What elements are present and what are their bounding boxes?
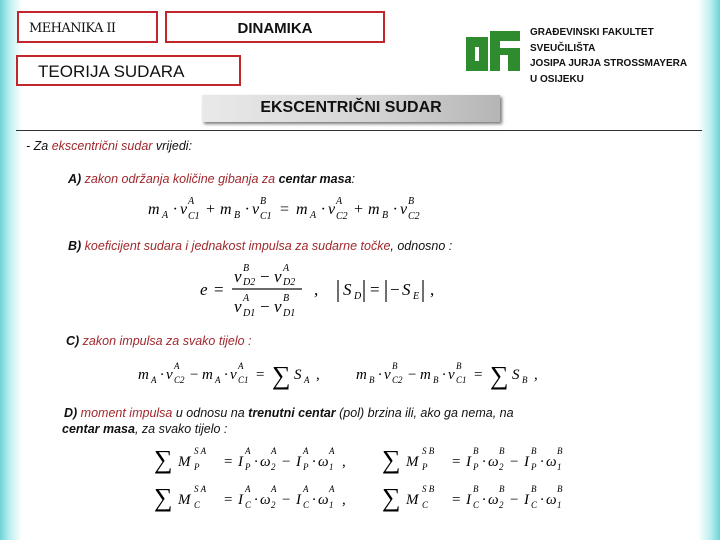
svg-text:I: I (524, 492, 529, 508)
svg-text:D: D (354, 291, 362, 302)
svg-text:v: v (384, 367, 391, 383)
svg-text:1: 1 (329, 462, 334, 472)
svg-text:·: · (482, 454, 486, 470)
svg-text:e: e (200, 280, 208, 299)
institution-line: GRAĐEVINSKI FAKULTET (530, 27, 654, 38)
item-a: A) zakon održanja količine gibanja za centar masa: (68, 172, 356, 186)
svg-text:∑: ∑ (154, 445, 173, 474)
svg-text:1: 1 (329, 500, 334, 510)
equation-restitution (198, 258, 458, 322)
svg-text:A: A (243, 293, 250, 304)
svg-text:·: · (312, 454, 316, 470)
svg-text:∑: ∑ (382, 445, 401, 474)
svg-text:P: P (303, 462, 309, 472)
svg-text:D2: D2 (243, 277, 256, 288)
svg-text:v: v (400, 201, 408, 218)
svg-text:−: − (260, 267, 270, 286)
course-label: MEHANIKA II (29, 21, 116, 36)
svg-text:P: P (531, 462, 537, 472)
svg-text:v: v (230, 367, 237, 383)
svg-text:m: m (148, 201, 160, 218)
svg-text:=: = (452, 492, 461, 508)
svg-text:P: P (422, 462, 428, 472)
svg-text:2: 2 (499, 462, 504, 472)
svg-text:P: P (194, 462, 200, 472)
slide-title-banner (202, 95, 500, 122)
svg-text:A: A (303, 446, 309, 456)
svg-text:∑: ∑ (382, 483, 401, 512)
svg-text:B: B (531, 446, 537, 456)
svg-text:S: S (402, 280, 411, 299)
svg-text:·: · (378, 367, 382, 383)
svg-text:v: v (180, 201, 188, 218)
svg-text:=: = (474, 367, 483, 383)
svg-text:B: B (473, 484, 479, 494)
svg-text:−: − (260, 297, 270, 316)
svg-text:M: M (406, 492, 419, 508)
svg-text:,: , (430, 280, 435, 299)
svg-text:A: A (245, 446, 251, 456)
svg-text:B: B (260, 196, 267, 207)
svg-text:D2: D2 (283, 277, 296, 288)
svg-text:P: P (473, 462, 479, 472)
svg-text:,: , (534, 367, 538, 383)
institution-line: JOSIPA JURJA STROSSMAYERA (530, 58, 688, 69)
svg-text:B: B (243, 263, 250, 274)
svg-text:C1: C1 (238, 375, 249, 385)
svg-text:·: · (160, 367, 164, 383)
svg-text:A: A (283, 263, 290, 274)
svg-text:I: I (524, 454, 529, 470)
svg-text:−: − (282, 492, 291, 508)
svg-text:v: v (234, 297, 242, 316)
svg-text:C: C (194, 500, 201, 510)
svg-text:A: A (329, 446, 335, 456)
svg-text:·: · (540, 492, 544, 508)
svg-text:S: S (343, 280, 352, 299)
svg-text:C1: C1 (456, 375, 467, 385)
svg-text:E: E (413, 291, 420, 302)
svg-text:A: A (303, 484, 309, 494)
svg-text:ω: ω (488, 492, 499, 508)
svg-text:=: = (224, 492, 233, 508)
svg-text:A: A (215, 375, 221, 385)
svg-text:A: A (162, 210, 169, 221)
svg-text:=: = (280, 201, 290, 218)
svg-text:·: · (312, 492, 316, 508)
svg-text:+: + (206, 201, 216, 218)
svg-text:I: I (466, 492, 471, 508)
svg-text:ω: ω (546, 454, 557, 470)
svg-text:C2: C2 (408, 211, 420, 222)
svg-text:m: m (356, 367, 367, 383)
svg-text:ω: ω (260, 454, 271, 470)
svg-text:B: B (392, 361, 398, 371)
svg-text:C: C (422, 500, 429, 510)
svg-text:A: A (329, 484, 335, 494)
intro-line: - Za ekscentrični sudar vrijedi: (26, 139, 193, 153)
svg-text:+: + (354, 201, 364, 218)
svg-text:A: A (174, 361, 180, 371)
svg-text:C: C (245, 500, 252, 510)
svg-text:A: A (188, 196, 195, 207)
svg-text:∑: ∑ (154, 483, 173, 512)
svg-text:M: M (178, 492, 191, 508)
svg-text:S: S (294, 367, 302, 383)
svg-text:=: = (452, 454, 461, 470)
svg-text:m: m (296, 201, 308, 218)
svg-text:1: 1 (557, 462, 562, 472)
svg-text:=: = (214, 280, 224, 299)
svg-text:−: − (390, 280, 400, 299)
svg-text:v: v (328, 201, 336, 218)
institution-line: U OSIJEKU (530, 73, 584, 85)
svg-text:1: 1 (557, 500, 562, 510)
equation-momentum (148, 190, 478, 226)
svg-text:2: 2 (499, 500, 504, 510)
svg-text:D1: D1 (283, 308, 296, 319)
svg-text:A: A (271, 484, 277, 494)
term-highlight: ekscentrični sudar (51, 139, 153, 153)
svg-text:·: · (482, 492, 486, 508)
svg-text:·: · (540, 454, 544, 470)
svg-text:M: M (178, 454, 191, 470)
topic-box (165, 11, 385, 43)
svg-text:·: · (245, 201, 249, 218)
svg-text:·: · (393, 201, 397, 218)
svg-text:S: S (512, 367, 520, 383)
svg-text:ω: ω (488, 454, 499, 470)
svg-text:2: 2 (271, 500, 276, 510)
svg-text:A: A (310, 210, 317, 221)
svg-text:C2: C2 (336, 211, 348, 222)
svg-text:B: B (531, 484, 537, 494)
svg-text:B: B (369, 375, 375, 385)
svg-text:m: m (202, 367, 213, 383)
svg-text:I: I (466, 454, 471, 470)
item-b: B) koeficijent sudara i jednakost impulsa za sudarne točke, odnosno : (68, 239, 453, 253)
svg-text:C: C (303, 500, 310, 510)
svg-text:−: − (282, 454, 291, 470)
svg-text:ω: ω (546, 492, 557, 508)
svg-text:S B: S B (422, 446, 435, 456)
svg-text:C2: C2 (392, 375, 403, 385)
svg-text:B: B (499, 446, 505, 456)
svg-text:B: B (499, 484, 505, 494)
svg-text:v: v (274, 267, 282, 286)
item-d-continued: centar masa, za svako tijelo : (62, 422, 228, 436)
svg-text:D1: D1 (243, 308, 256, 319)
svg-text:−: − (408, 367, 417, 383)
svg-text:,: , (314, 280, 319, 299)
svg-text:C1: C1 (260, 211, 272, 222)
faculty-logo-icon (466, 29, 522, 73)
svg-text:=: = (256, 367, 265, 383)
svg-text:,: , (316, 367, 320, 383)
svg-text:C: C (531, 500, 538, 510)
svg-text:m: m (220, 201, 232, 218)
svg-text:B: B (408, 196, 415, 207)
svg-text:I: I (238, 454, 243, 470)
svg-text:m: m (138, 367, 149, 383)
svg-text:A: A (238, 361, 244, 371)
svg-text:A: A (151, 375, 157, 385)
svg-text:A: A (245, 484, 251, 494)
institution-line: SVEUČILIŠTA (530, 42, 596, 54)
institution-name (530, 25, 687, 87)
svg-text:·: · (254, 454, 258, 470)
svg-text:C: C (473, 500, 480, 510)
svg-text:B: B (522, 375, 528, 385)
svg-text:A: A (271, 446, 277, 456)
section-label: TEORIJA SUDARA (38, 62, 185, 81)
equation-moment-impulse (150, 440, 600, 516)
svg-text:S A: S A (194, 446, 207, 456)
item-c: C) zakon impulsa za svako tijelo : (66, 334, 252, 348)
section-box (16, 55, 241, 86)
svg-text:I: I (296, 492, 301, 508)
svg-text:ω: ω (318, 492, 329, 508)
svg-text:C1: C1 (188, 211, 200, 222)
svg-text:B: B (234, 210, 241, 221)
svg-text:,: , (342, 492, 346, 508)
svg-text:·: · (173, 201, 177, 218)
svg-text:∑: ∑ (272, 361, 291, 390)
topic-label: DINAMIKA (237, 20, 313, 37)
svg-text:B: B (456, 361, 462, 371)
svg-text:B: B (473, 446, 479, 456)
svg-text:S B: S B (422, 484, 435, 494)
svg-text:S A: S A (194, 484, 207, 494)
slide-title: EKSCENTRIČNI SUDAR (260, 99, 442, 116)
svg-text:−: − (510, 454, 519, 470)
svg-text:I: I (238, 492, 243, 508)
divider (16, 130, 702, 131)
svg-text:,: , (342, 454, 346, 470)
svg-text:v: v (234, 267, 242, 286)
svg-text:ω: ω (260, 492, 271, 508)
svg-text:·: · (224, 367, 228, 383)
item-d: D) moment impulsa u odnosu na trenutni centar (pol) brzina ili, ako ga nema, na (64, 406, 514, 420)
svg-text:B: B (382, 210, 389, 221)
svg-text:·: · (442, 367, 446, 383)
svg-text:·: · (321, 201, 325, 218)
svg-text:∑: ∑ (490, 361, 509, 390)
svg-text:v: v (166, 367, 173, 383)
svg-text:A: A (336, 196, 343, 207)
svg-text:I: I (296, 454, 301, 470)
svg-text:−: − (190, 367, 199, 383)
svg-text:m: m (420, 367, 431, 383)
svg-text:=: = (224, 454, 233, 470)
svg-text:v: v (274, 297, 282, 316)
svg-text:v: v (448, 367, 455, 383)
svg-text:B: B (557, 484, 563, 494)
svg-text:A: A (304, 375, 310, 385)
svg-text:B: B (433, 375, 439, 385)
svg-text:2: 2 (271, 462, 276, 472)
svg-text:B: B (557, 446, 563, 456)
svg-text:B: B (283, 293, 290, 304)
svg-text:m: m (368, 201, 380, 218)
svg-text:v: v (252, 201, 260, 218)
svg-text:−: − (510, 492, 519, 508)
svg-text:·: · (254, 492, 258, 508)
svg-text:P: P (245, 462, 251, 472)
svg-text:C2: C2 (174, 375, 185, 385)
svg-text:=: = (370, 280, 380, 299)
course-box (17, 11, 158, 43)
svg-text:ω: ω (318, 454, 329, 470)
svg-text:M: M (406, 454, 419, 470)
equation-impulse (136, 354, 566, 394)
